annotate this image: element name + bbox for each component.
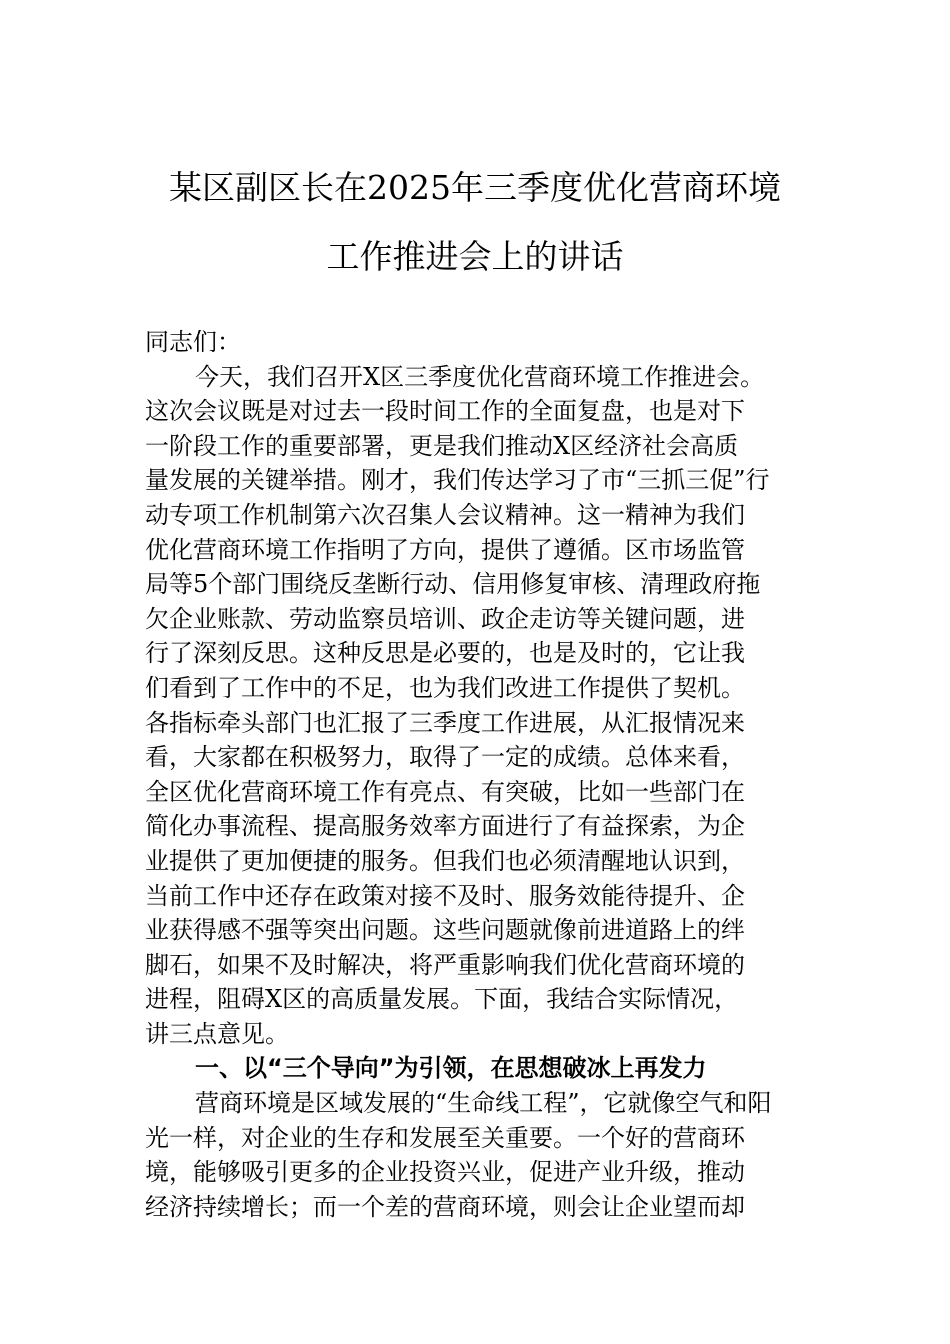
paragraph-line: 一阶段工作的重要部署，更是我们推动X区经济社会高质 (145, 431, 739, 460)
paragraph-line: 全区优化营商环境工作有亮点、有突破，比如一些部门在 (145, 777, 745, 806)
paragraph-line: 业获得感不强等突出问题。这些问题就像前进道路上的绊 (145, 916, 745, 945)
document-title-line-1: 某区副区长在2025年三季度优化营商环境 (169, 168, 781, 207)
paragraph-line: 动专项工作机制第六次召集人会议精神。这一精神为我们 (145, 500, 745, 529)
paragraph-line: 今天，我们召开X区三季度优化营商环境工作推进会。 (195, 362, 765, 391)
paragraph-line: 营商环境是区域发展的“生命线工程”，它就像空气和阳 (195, 1089, 772, 1118)
paragraph-line: 简化办事流程、提高服务效率方面进行了有益探索，为企 (145, 812, 745, 841)
paragraph-line: 经济持续增长；而一个差的营商环境，则会让企业望而却 (145, 1192, 745, 1221)
section-heading: 一、以“三个导向”为引领，在思想破冰上再发力 (195, 1054, 707, 1083)
paragraph-line: 讲三点意见。 (145, 1019, 289, 1048)
paragraph-line: 看，大家都在积极努力，取得了一定的成绩。总体来看， (145, 743, 745, 772)
paragraph-line: 局等5个部门围绕反垄断行动、信用修复审核、清理政府拖 (145, 570, 761, 599)
paragraph-line: 欠企业账款、劳动监察员培训、政企走访等关键问题，进 (145, 604, 745, 633)
document-title-line-2: 工作推进会上的讲话 (326, 237, 624, 276)
paragraph-line: 境，能够吸引更多的企业投资兴业，促进产业升级，推动 (145, 1158, 745, 1187)
document-body (145, 325, 845, 1224)
paragraph-line: 行了深刻反思。这种反思是必要的，也是及时的，它让我 (145, 639, 745, 668)
salutation: 同志们： (145, 328, 241, 356)
paragraph-line: 当前工作中还存在政策对接不及时、服务效能待提升、企 (145, 881, 745, 910)
paragraph-line: 这次会议既是对过去一段时间工作的全面复盘，也是对下 (145, 397, 745, 426)
paragraph-line: 量发展的关键举措。刚才，我们传达学习了市“三抓三促”行 (145, 466, 770, 495)
paragraph-line: 各指标牵头部门也汇报了三季度工作进展，从汇报情况来 (145, 708, 745, 737)
paragraph-line: 业提供了更加便捷的服务。但我们也必须清醒地认识到， (145, 846, 745, 875)
paragraph-line: 优化营商环境工作指明了方向，提供了遵循。区市场监管 (145, 535, 745, 564)
paragraph-line: 进程，阻碍X区的高质量发展。下面，我结合实际情况， (145, 985, 739, 1014)
paragraph-line: 脚石，如果不及时解决，将严重影响我们优化营商环境的 (145, 950, 745, 979)
paragraph-line: 光一样，对企业的生存和发展至关重要。一个好的营商环 (145, 1123, 745, 1152)
paragraph-line: 们看到了工作中的不足，也为我们改进工作提供了契机。 (145, 673, 745, 702)
